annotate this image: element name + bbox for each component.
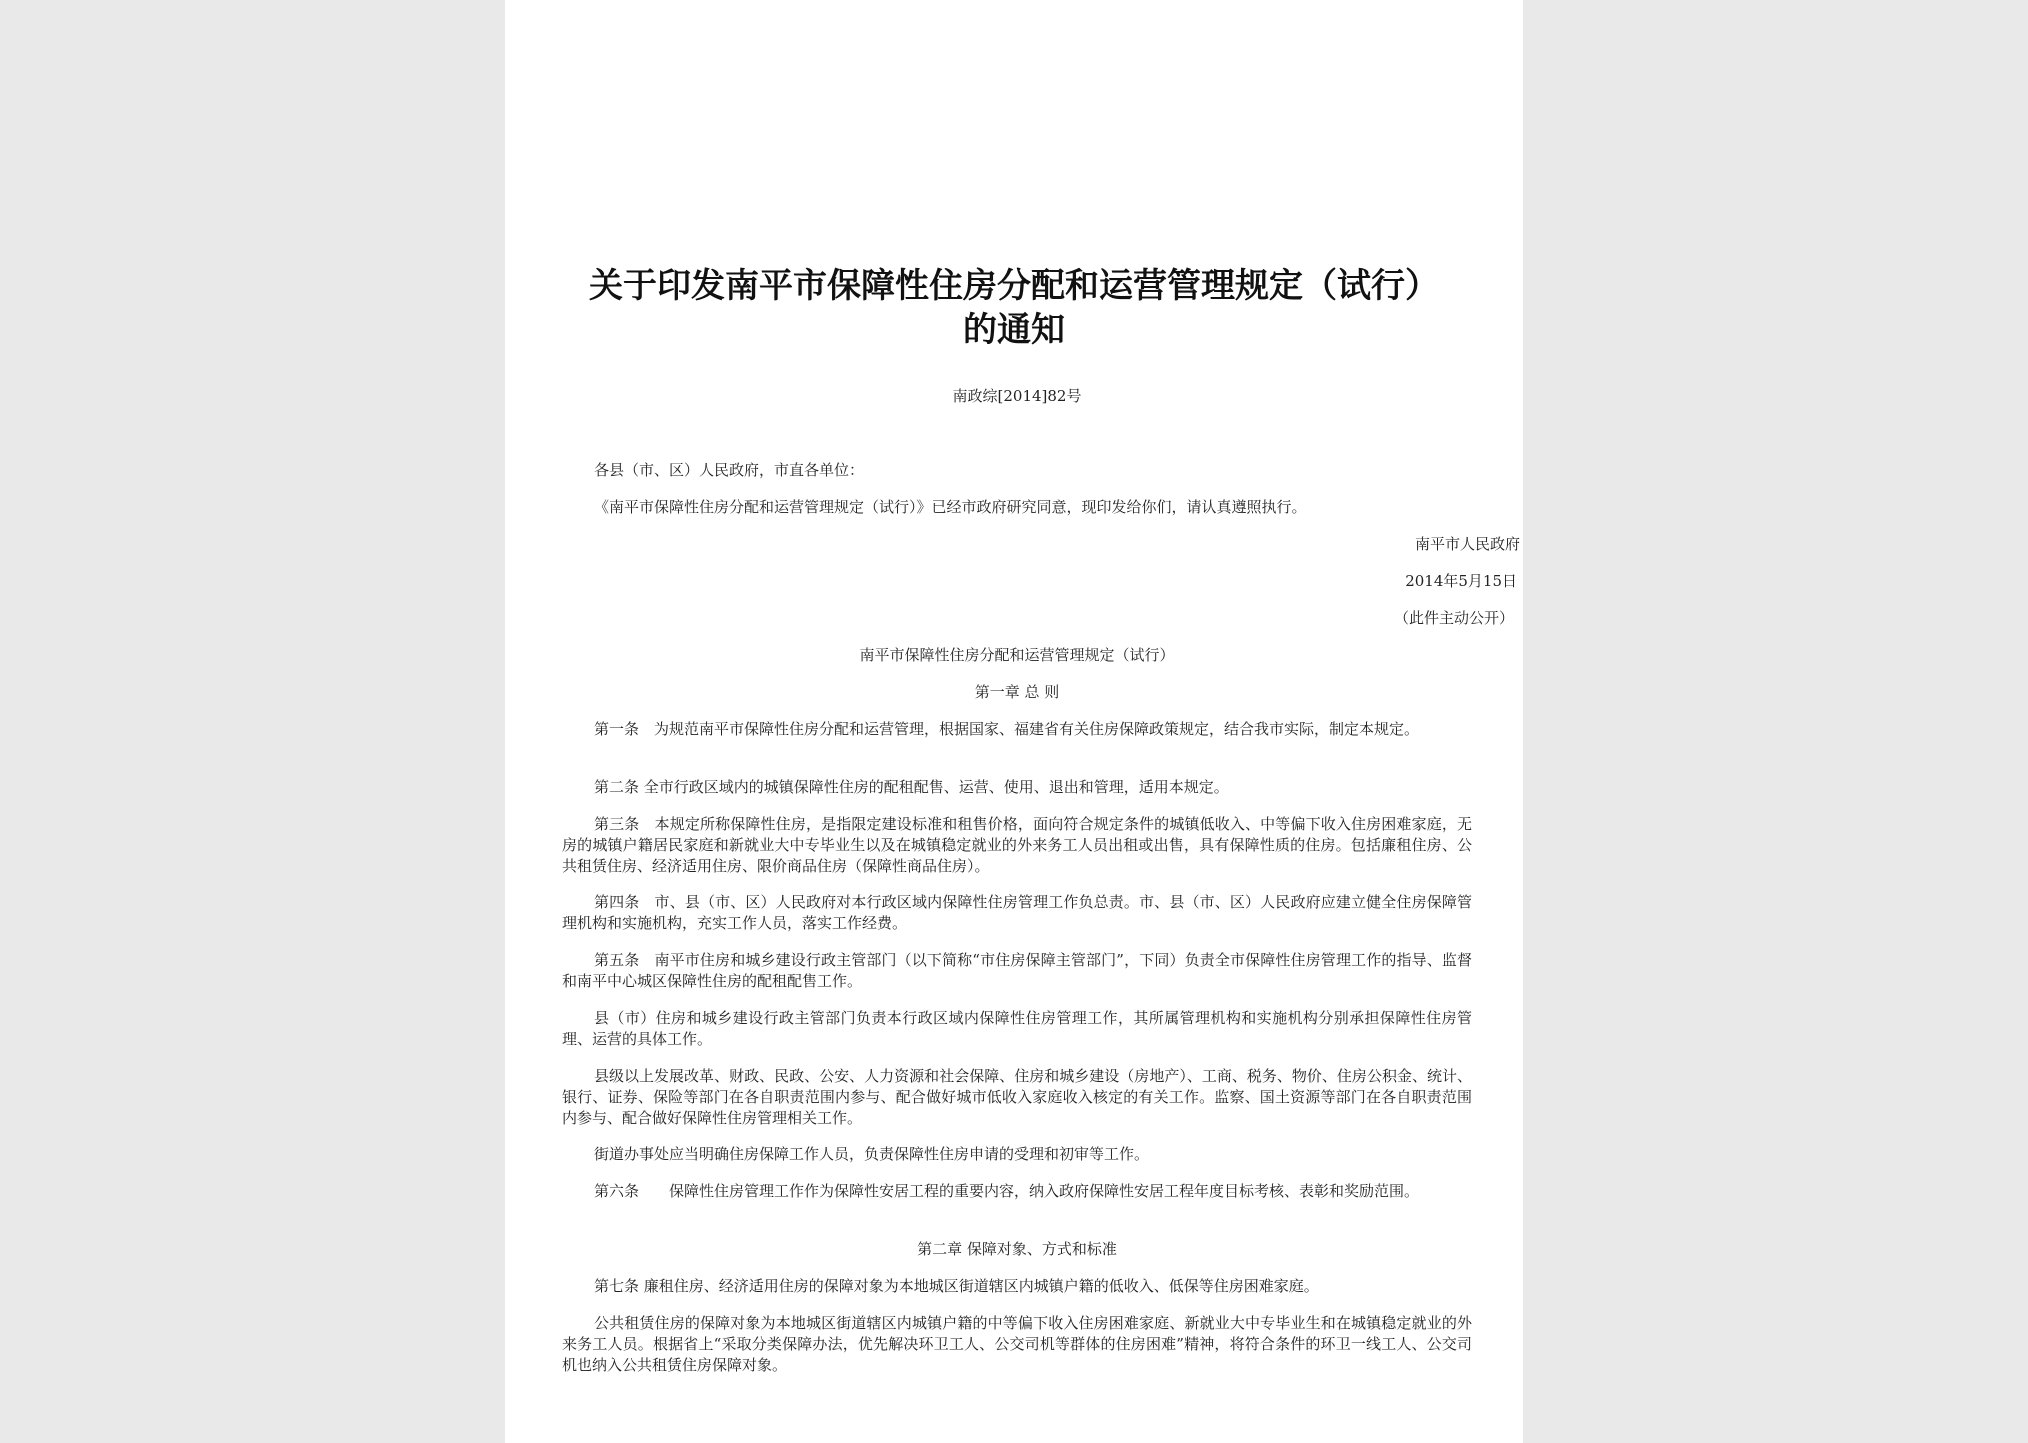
- article-5-paragraph-4: 街道办事处应当明确住房保障工作人员，负责保障性住房申请的受理和初审等工作。: [594, 1145, 1150, 1163]
- article-3: 第三条 本规定所称保障性住房，是指限定建设标准和租售价格，面向符合规定条件的城镇低收入、中等偏下收入住房困难家庭，无房的城镇户籍居民家庭和新就业大中专毕业生以及在城镇稳定就业的外来务工人员出租或出售，具有保障性质的住房。包括廉租住房、公共租赁住房、经济适用住房、限价商品住房（保障性商品住房）。: [562, 815, 1472, 875]
- addressee: 各县（市、区）人民政府，市直各单位：: [594, 461, 865, 479]
- article-2: 第二条 全市行政区域内的城镇保障性住房的配租配售、运营、使用、退出和管理，适用本规定。: [594, 778, 1229, 796]
- regulation-title: 南平市保障性住房分配和运营管理规定（试行）: [859, 646, 1175, 664]
- article-7: 第七条 廉租住房、经济适用住房的保障对象为本地城区街道辖区内城镇户籍的低收入、低保等住房困难家庭。: [594, 1277, 1319, 1295]
- intro-paragraph: 《南平市保障性住房分配和运营管理规定（试行）》已经市政府研究同意，现印发给你们，请认真遵照执行。: [594, 498, 1307, 516]
- article-5-paragraph-3: 县级以上发展改革、财政、民政、公安、人力资源和社会保障、住房和城乡建设（房地产）、工商、税务、物价、住房公积金、统计、银行、证券、保险等部门在各自职责范围内参与、配合做好城市低收入家庭收入核定的有关工作。监察、国土资源等部门在各自职责范围内参与、配合做好保障性住房管理相关工作。: [562, 1067, 1472, 1127]
- article-5: 第五条 南平市住房和城乡建设行政主管部门（以下简称“市住房保障主管部门”，下同）负责全市保障性住房管理工作的指导、监督和南平中心城区保障性住房的配租配售工作。: [562, 951, 1472, 990]
- doc-number: 南政综[2014]82号: [952, 387, 1082, 405]
- document-page: [505, 0, 1523, 1443]
- article-1: 第一条 为规范南平市保障性住房分配和运营管理，根据国家、福建省有关住房保障政策规定，结合我市实际，制定本规定。: [594, 720, 1420, 738]
- article-6: 第六条 保障性住房管理工作作为保障性安居工程的重要内容，纳入政府保障性安居工程年度目标考核、表彰和奖励范围。: [594, 1182, 1420, 1200]
- chapter-1-heading: 第一章 总 则: [974, 683, 1060, 701]
- article-7-paragraph-2: 公共租赁住房的保障对象为本地城区街道辖区内城镇户籍的中等偏下收入住房困难家庭、新就业大中专毕业生和在城镇稳定就业的外来务工人员。根据省上“采取分类保障办法，优先解决环卫工人、公交司机等群体的住房困难”精神，将符合条件的环卫一线工人、公交司机也纳入公共租赁住房保障对象。: [562, 1314, 1472, 1374]
- document-title: 关于印发南平市保障性住房分配和运营管理规定（试行）的通知: [589, 266, 1439, 350]
- issuer: 南平市人民政府: [1414, 535, 1520, 553]
- chapter-2-heading: 第二章 保障对象、方式和标准: [917, 1240, 1117, 1258]
- article-5-paragraph-2: 县（市）住房和城乡建设行政主管部门负责本行政区域内保障性住房管理工作，其所属管理机构和实施机构分别承担保障性住房管理、运营的具体工作。: [562, 1009, 1472, 1048]
- disclosure-note: （此件主动公开）: [1393, 609, 1514, 627]
- article-4: 第四条 市、县（市、区）人民政府对本行政区域内保障性住房管理工作负总责。市、县（市、区）人民政府应建立健全住房保障管理机构和实施机构，充实工作人员，落实工作经费。: [562, 893, 1472, 932]
- issue-date: 2014年5月15日: [1405, 572, 1517, 590]
